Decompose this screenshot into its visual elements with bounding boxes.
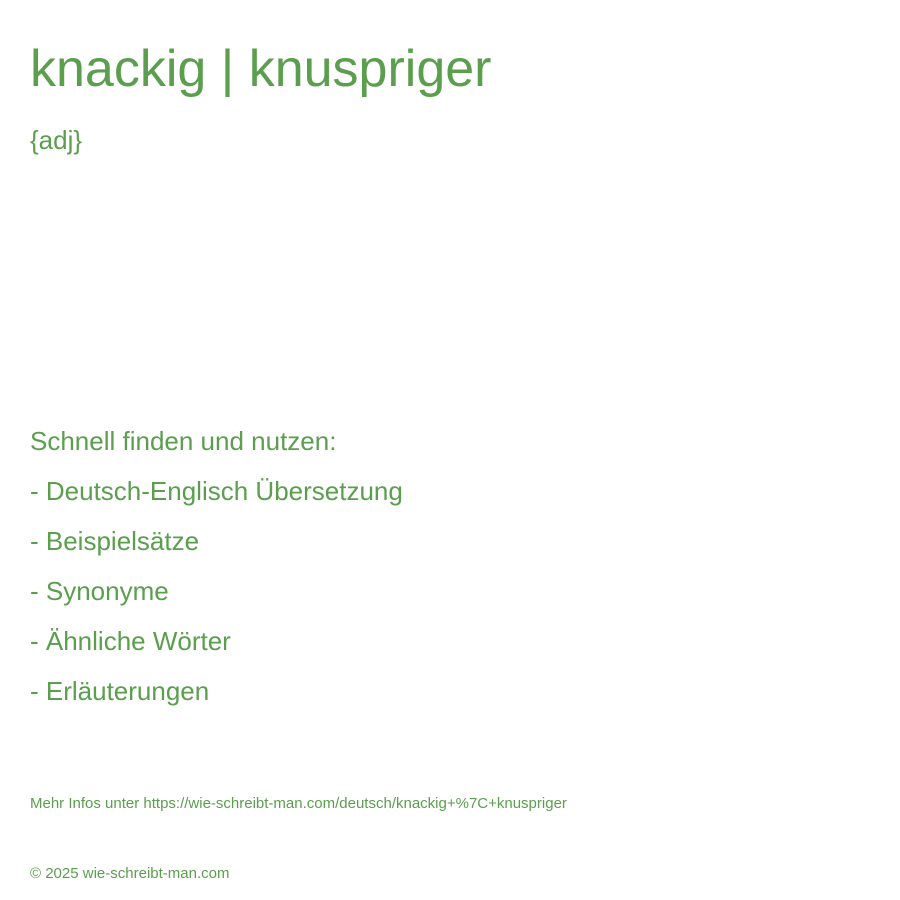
feature-section bbox=[30, 425, 403, 725]
feature-item-translation: - Deutsch-Englisch Übersetzung bbox=[30, 476, 403, 506]
feature-list bbox=[30, 475, 403, 725]
feature-item-similar-words: - Ähnliche Wörter bbox=[30, 626, 231, 656]
more-info-text: Mehr Infos unter https://wie-schreibt-man.com/deutsch/knackig+%7C+knuspriger bbox=[30, 795, 567, 812]
part-of-speech-label: {adj} bbox=[30, 125, 83, 155]
feature-item-example-sentences: - Beispielsätze bbox=[30, 526, 200, 556]
copyright-text: © 2025 wie-schreibt-man.com bbox=[30, 865, 230, 882]
feature-item-synonyms: - Synonyme bbox=[30, 576, 169, 606]
feature-item-explanations: - Erläuterungen bbox=[30, 676, 210, 706]
feature-heading: Schnell finden und nutzen: bbox=[30, 426, 337, 456]
page-title: knackig | knuspriger bbox=[30, 40, 492, 98]
